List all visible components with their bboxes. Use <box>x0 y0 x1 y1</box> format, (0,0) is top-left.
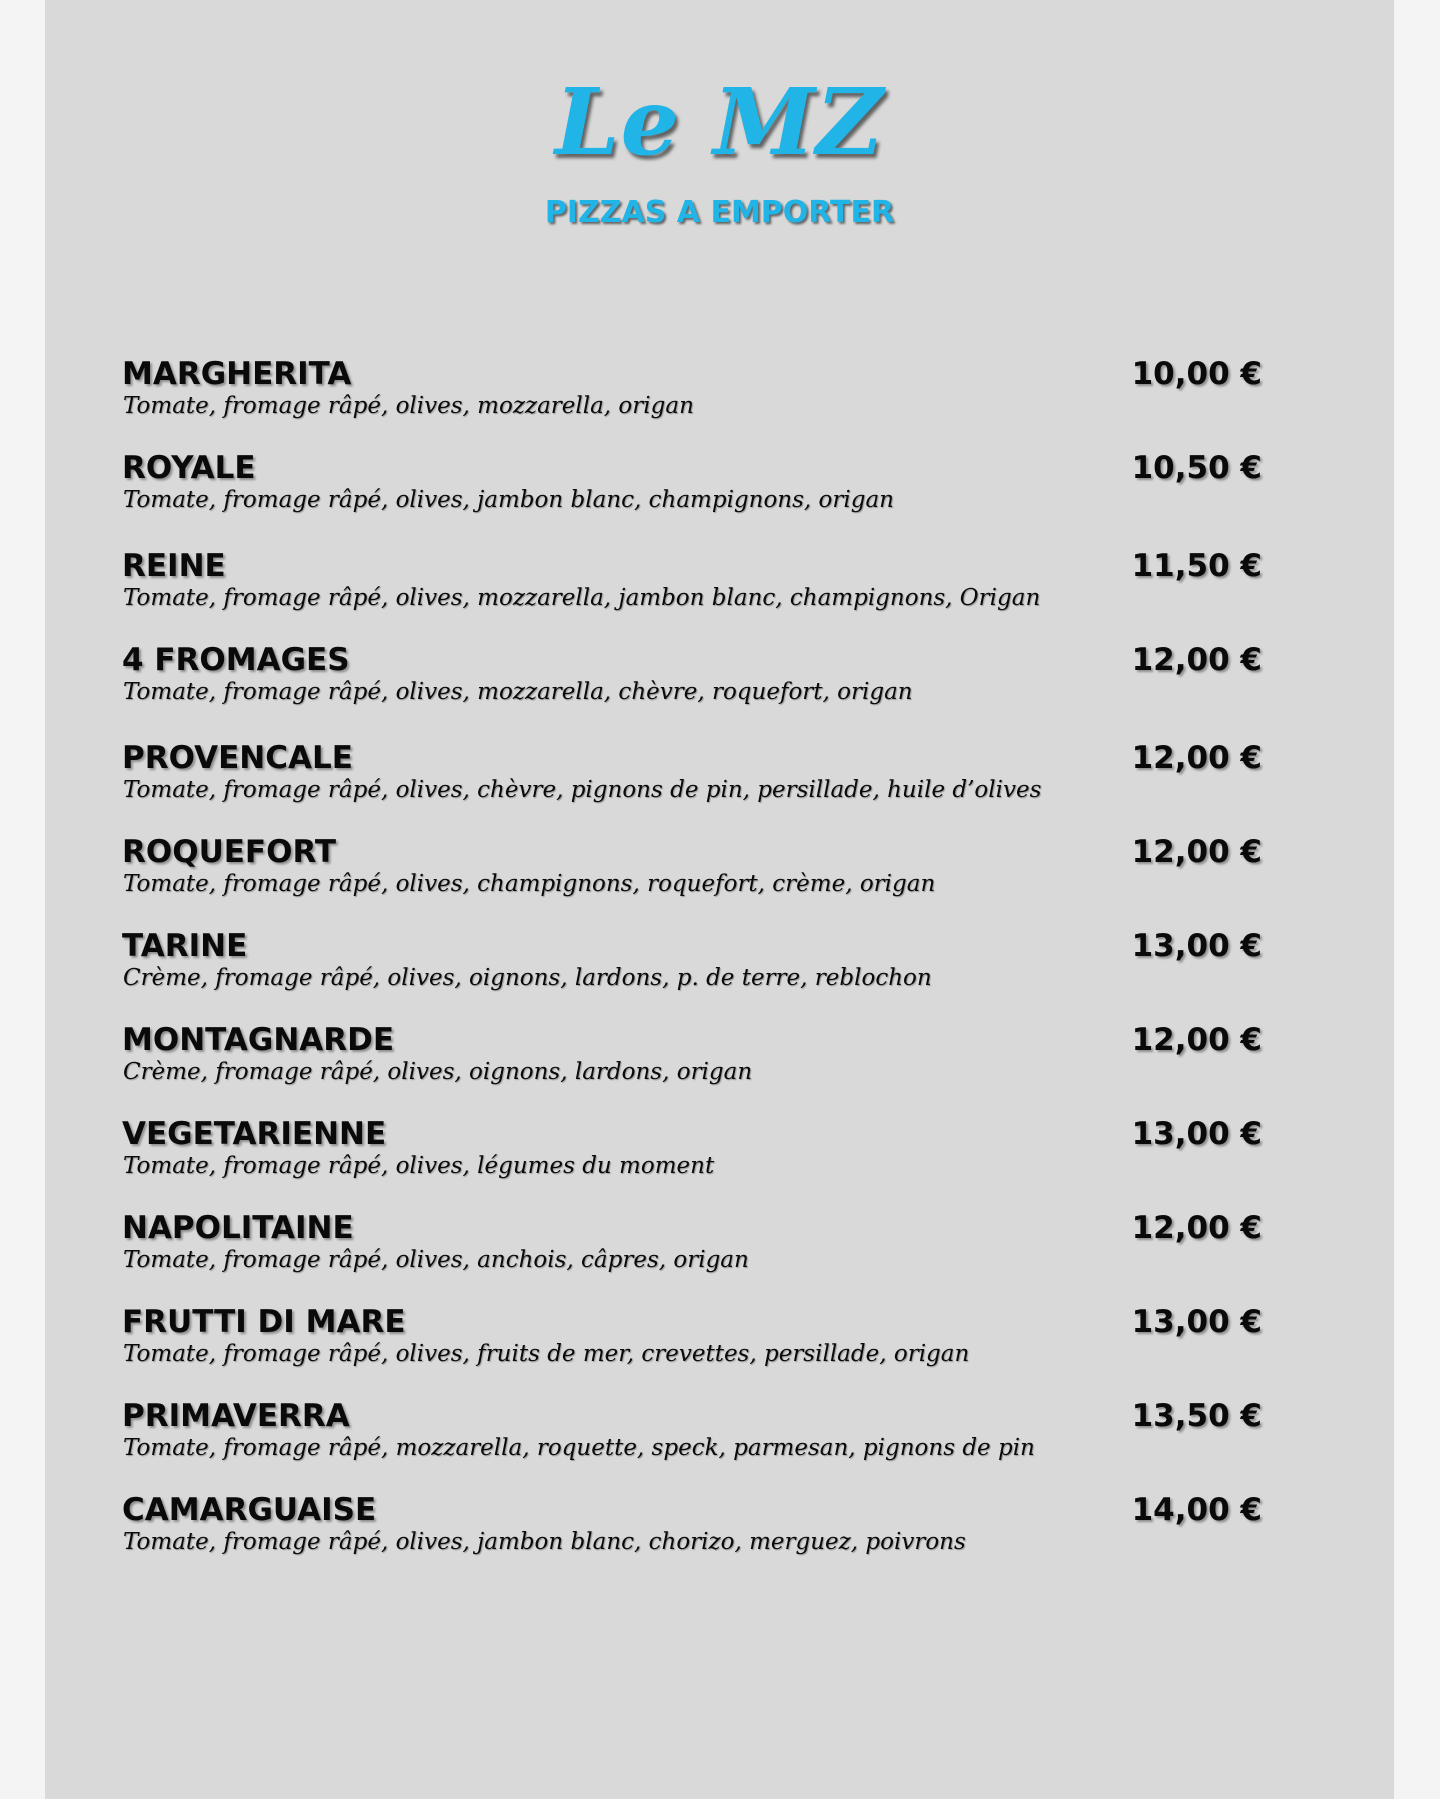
item-description: Tomate, fromage râpé, olives, jambon blanc, champignons, origan <box>123 487 894 513</box>
item-description: Crème, fromage râpé, olives, oignons, lardons, p. de terre, reblochon <box>123 965 932 991</box>
item-name: TARINE <box>122 928 248 964</box>
item-description: Tomate, fromage râpé, olives, jambon blanc, chorizo, merguez, poivrons <box>123 1529 966 1555</box>
item-price: 13,00 € <box>1131 1116 1262 1152</box>
menu-item-tarine <box>122 927 1342 1021</box>
item-price: 12,00 € <box>1131 834 1262 870</box>
item-name: MONTAGNARDE <box>122 1022 395 1058</box>
item-name: 4 FROMAGES <box>122 642 350 678</box>
menu-item-margherita <box>122 355 1342 449</box>
item-description: Tomate, fromage râpé, olives, chèvre, pignons de pin, persillade, huile d’olives <box>123 777 1042 803</box>
item-name: MARGHERITA <box>122 356 352 392</box>
item-price: 13,50 € <box>1131 1398 1262 1434</box>
menu-item-camarguaise <box>122 1491 1342 1585</box>
item-price: 12,00 € <box>1131 1022 1262 1058</box>
item-description: Tomate, fromage râpé, olives, champignons, roquefort, crème, origan <box>123 871 936 897</box>
item-name: NAPOLITAINE <box>122 1210 354 1246</box>
item-price: 13,00 € <box>1131 928 1262 964</box>
item-price: 12,00 € <box>1131 1210 1262 1246</box>
menu-item-reine <box>122 547 1342 641</box>
item-description: Tomate, fromage râpé, olives, légumes du moment <box>123 1153 715 1179</box>
item-description: Tomate, fromage râpé, olives, anchois, câpres, origan <box>123 1247 749 1273</box>
menu-item-4-fromages <box>122 641 1342 739</box>
menu-page <box>45 0 1394 1799</box>
menu-item-royale <box>122 449 1342 547</box>
item-name: FRUTTI DI MARE <box>122 1304 406 1340</box>
item-name: ROQUEFORT <box>122 834 337 870</box>
menu-item-primaverra <box>122 1397 1342 1491</box>
item-name: ROYALE <box>122 450 256 486</box>
menu-item-napolitaine <box>122 1209 1342 1303</box>
item-name: PRIMAVERRA <box>122 1398 350 1434</box>
item-description: Tomate, fromage râpé, mozzarella, roquette, speck, parmesan, pignons de pin <box>123 1435 1035 1461</box>
item-description: Tomate, fromage râpé, olives, fruits de mer, crevettes, persillade, origan <box>123 1341 970 1367</box>
menu-item-provencale <box>122 739 1342 833</box>
restaurant-name: Le MZ <box>554 68 885 176</box>
pizza-menu-list <box>122 355 1342 1585</box>
item-price: 10,00 € <box>1131 356 1262 392</box>
item-description: Tomate, fromage râpé, olives, mozzarella, chèvre, roquefort, origan <box>123 679 913 705</box>
menu-subtitle: PIZZAS A EMPORTER <box>544 195 895 230</box>
menu-item-frutti-di-mare <box>122 1303 1342 1397</box>
item-price: 12,00 € <box>1131 642 1262 678</box>
item-name: VEGETARIENNE <box>122 1116 387 1152</box>
item-description: Tomate, fromage râpé, olives, mozzarella, jambon blanc, champignons, Origan <box>123 585 1041 611</box>
item-price: 14,00 € <box>1131 1492 1262 1528</box>
item-price: 11,50 € <box>1131 548 1262 584</box>
item-price: 10,50 € <box>1131 450 1262 486</box>
item-description: Tomate, fromage râpé, olives, mozzarella, origan <box>123 393 694 419</box>
item-name: CAMARGUAISE <box>122 1492 377 1528</box>
menu-item-montagnarde <box>122 1021 1342 1115</box>
item-name: PROVENCALE <box>122 740 353 776</box>
item-name: REINE <box>122 548 226 584</box>
item-price: 13,00 € <box>1131 1304 1262 1340</box>
menu-item-vegetarienne <box>122 1115 1342 1209</box>
item-description: Crème, fromage râpé, olives, oignons, lardons, origan <box>123 1059 753 1085</box>
menu-item-roquefort <box>122 833 1342 927</box>
item-price: 12,00 € <box>1131 740 1262 776</box>
